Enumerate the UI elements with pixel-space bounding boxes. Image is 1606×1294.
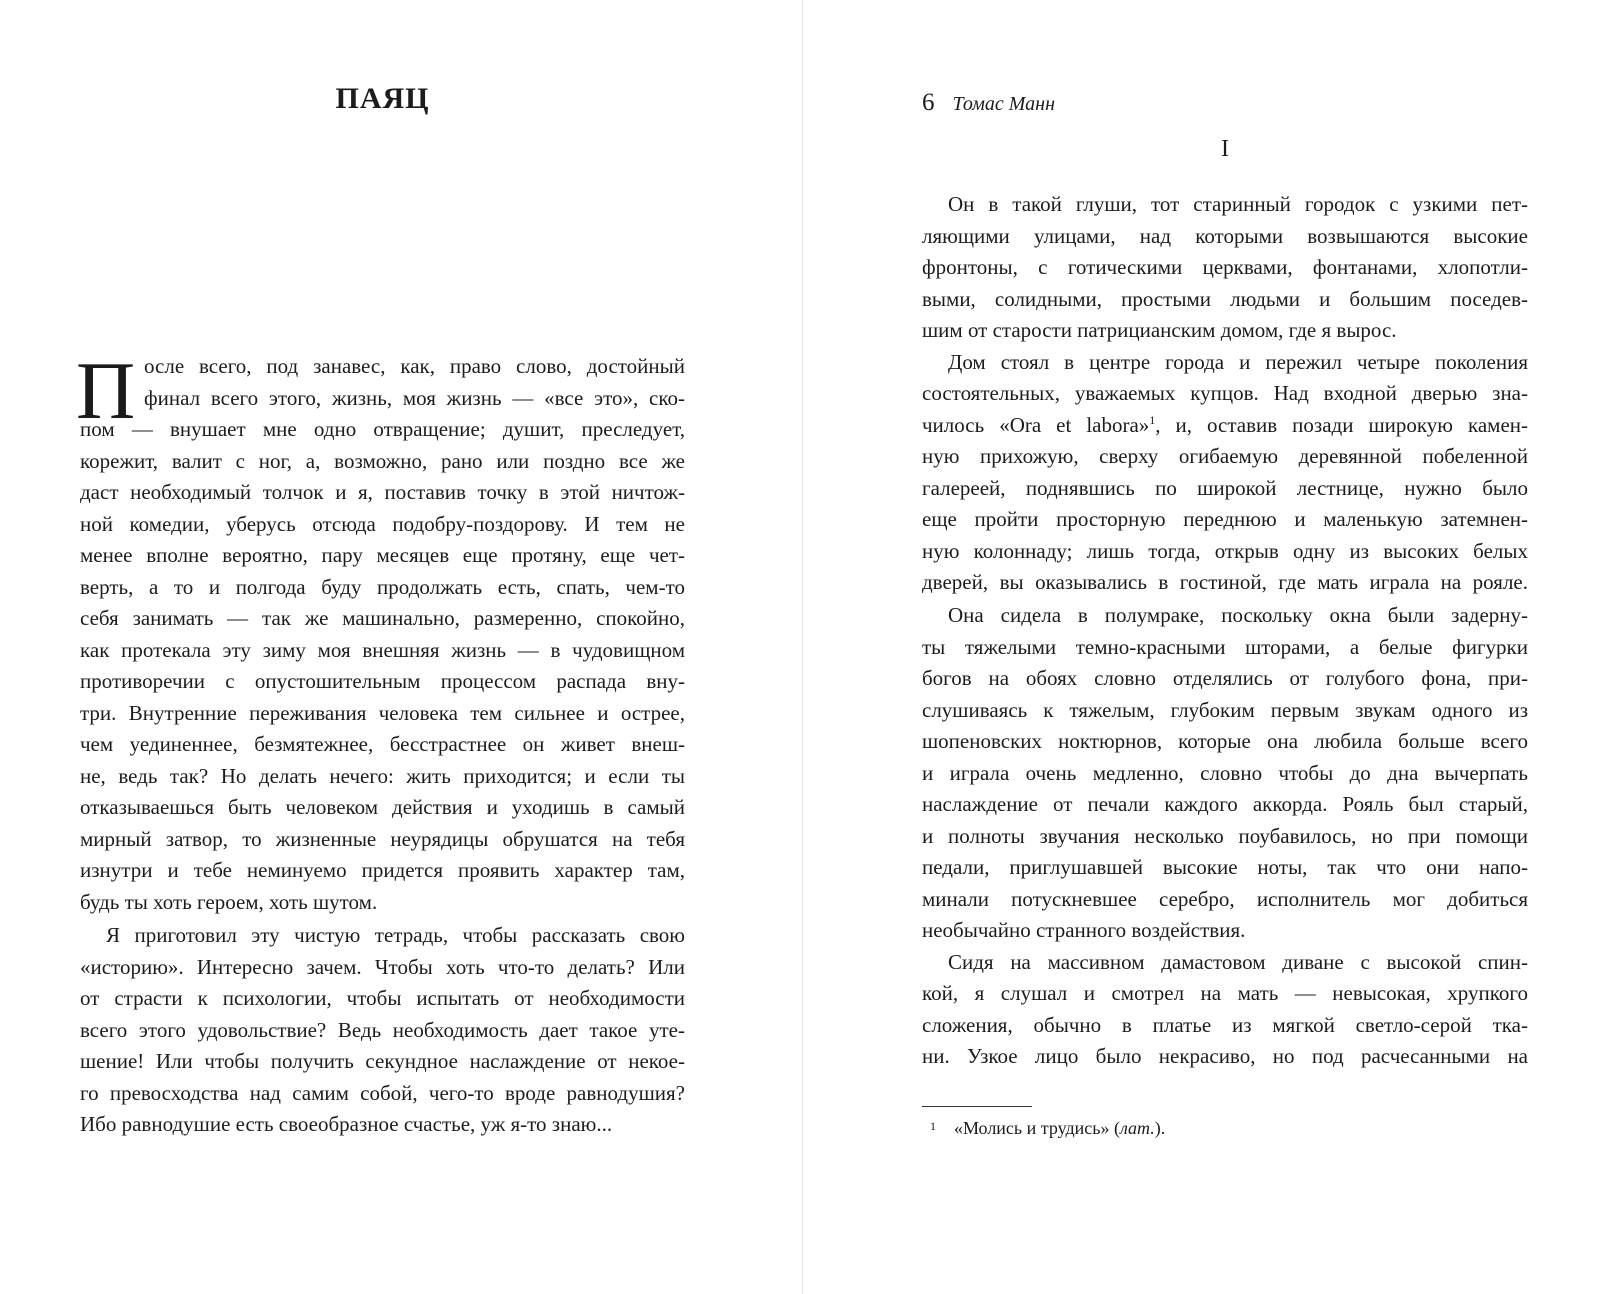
text-line: от страсти к психологии, чтобы испытать от необходимости xyxy=(80,986,685,1010)
text-line: ную колоннаду; лишь тогда, открыв одну из высоких белых xyxy=(922,538,1528,563)
text-line: кой, я слушал и смотрел на мать — невысокая, хрупкого xyxy=(922,981,1528,1005)
text-line: необычайно странного воздействия. xyxy=(922,918,1246,942)
text-line: отказываешься быть человеком действия и уходишь в самый xyxy=(80,795,685,819)
left-page xyxy=(76,0,685,1294)
text-line: чем уединеннее, безмятежнее, бесстрастнее он живет внеш- xyxy=(80,732,685,756)
text-line: не, ведь так? Но делать нечего: жить приходится; и если ты xyxy=(80,763,685,788)
text-line: фронтоны, с готическими церквами, фонтанами, хлопотли- xyxy=(922,255,1528,279)
story-title: ПАЯЦ xyxy=(335,82,430,115)
footnote-language: лат. xyxy=(1119,1118,1155,1138)
text-line: корежит, валит с ног, а, возможно, рано или поздно все же xyxy=(80,448,685,473)
text-line: даст необходимый толчок и я, поставив точку в этой ничтож- xyxy=(80,480,685,504)
text-line: ты тяжелыми темно-красными шторами, а белые фигурки xyxy=(922,634,1528,659)
text-line: минали потускневшее серебро, исполнитель мог добиться xyxy=(922,886,1528,911)
text-line: педали, приглушавшей высокие ноты, так что они напо- xyxy=(922,855,1528,879)
paragraph-first-line: Дом стоял в центре города и пережил четыре поколения xyxy=(948,349,1528,374)
footnote-rule xyxy=(922,1106,1032,1107)
paragraph-first-line: Она сидела в полумраке, поскольку окна были задерну- xyxy=(948,603,1528,627)
text-line: шим от старости патрицианским домом, где я вырос. xyxy=(922,318,1397,342)
text-line: выми, солидными, простыми людьми и большим поседев- xyxy=(922,286,1528,311)
text-line: наслаждение от печали каждого аккорда. Рояль был старый, xyxy=(922,792,1528,816)
text-line: шение! Или чтобы получить секундное наслаждение от некое- xyxy=(80,1049,685,1073)
text-line: «историю». Интересно зачем. Чтобы хоть что-то делать? Или xyxy=(80,954,685,979)
text-line: богов на обоях словно отделялись от голубого фона, при- xyxy=(922,666,1528,690)
text-line: себя занимать — так же машинально, размеренно, спокойно, xyxy=(80,606,685,630)
chapter-number: I xyxy=(1221,136,1229,162)
running-title: Томас Манн xyxy=(952,93,1055,115)
text-line: состоятельных, уважаемых купцов. Над входной дверью зна- xyxy=(922,381,1528,405)
text-line-continuation: , и, оставив позади широкую камен- xyxy=(1155,412,1528,437)
text-line: осле всего, под занавес, как, право слово, достойный xyxy=(144,354,685,378)
latin-motto-text: чилось «Ora et labora» xyxy=(922,412,1150,437)
text-line: три. Внутренние переживания человека тем сильнее и острее, xyxy=(80,700,685,725)
drop-cap: П xyxy=(76,345,136,436)
paragraph-first-line: Я приготовил эту чистую тетрадь, чтобы рассказать свою xyxy=(106,923,685,947)
text-line: пом — внушает мне одно отвращение; душит, преследует, xyxy=(80,417,685,441)
text-line: еще пройти просторную переднюю и маленькую затемнен- xyxy=(922,507,1528,531)
text-line: ни. Узкое лицо было некрасиво, но под расчесанными на xyxy=(922,1044,1528,1068)
text-line: сложения, обычно в платье из мягкой светло-серой тка- xyxy=(922,1012,1528,1037)
text-line: слушиваясь к тяжелым, глубоким первым звукам одного из xyxy=(922,697,1528,722)
text-line: будь ты хоть героем, хоть шутом. xyxy=(80,889,378,914)
text-line: шопеновских ноктюрнов, которые она любила больше всего xyxy=(922,729,1528,753)
footnote-close: ). xyxy=(1154,1118,1166,1138)
paragraph-first-line: Он в такой глуши, тот старинный городок с узкими пет- xyxy=(948,192,1528,216)
footnote-mark: 1 xyxy=(930,1119,936,1133)
text-line: изнутри и тебе неминуемо придется проявить характер там, xyxy=(80,858,685,882)
right-page xyxy=(922,0,1528,1294)
running-head xyxy=(922,88,1055,118)
text-line: и играла очень медленно, словно чтобы до дна вычерпать xyxy=(922,760,1528,785)
page-gutter xyxy=(802,0,803,1294)
text-line-with-footnote xyxy=(922,409,1528,441)
paragraph-first-line: Сидя на массивном дамастовом диване с высокой спин- xyxy=(948,949,1528,974)
text-line: финал всего этого, жизнь, моя жизнь — «все это», ско- xyxy=(144,385,685,410)
text-line: Ибо равнодушие есть своеобразное счастье, уж я-то знаю... xyxy=(80,1112,613,1136)
footnote-reference[interactable]: 1 xyxy=(1149,412,1156,427)
text-line: мирный затвор, то жизненные неурядицы обрушатся на тебя xyxy=(80,826,685,851)
text-line: и полноты звучания несколько поубавилось, но при помощи xyxy=(922,823,1528,848)
text-line: менее вполне вероятно, пару месяцев еще протяну, еще чет- xyxy=(80,543,685,567)
footnote xyxy=(922,1115,1165,1141)
footnote-text: «Молись и трудись» ( xyxy=(954,1118,1120,1138)
text-line: ной комедии, уберусь отсюда подобру-поздорову. И тем не xyxy=(80,511,685,536)
page-number: 6 xyxy=(922,89,935,116)
text-line: ную прихожую, сверху огибаемую деревянной побеленной xyxy=(922,444,1528,468)
text-line: галереей, поднявшись по широкой лестнице, нужно было xyxy=(922,475,1528,500)
text-line: верть, а то и полгода буду продолжать есть, спать, чем-то xyxy=(80,574,685,599)
text-line: всего этого удовольствие? Ведь необходимость дает такое уте- xyxy=(80,1017,685,1042)
text-line: дверей, вы оказывались в гостиной, где мать играла на рояле. xyxy=(922,570,1528,594)
text-line: как протекала эту зиму моя внешняя жизнь — в чудовищном xyxy=(80,637,685,662)
text-line: противоречии с опустошительным процессом распада вну- xyxy=(80,669,685,693)
text-line: ляющими улицами, над которыми возвышаются высокие xyxy=(922,223,1528,248)
text-line: го превосходства над самим собой, чего-то вроде равнодушия? xyxy=(80,1080,685,1105)
